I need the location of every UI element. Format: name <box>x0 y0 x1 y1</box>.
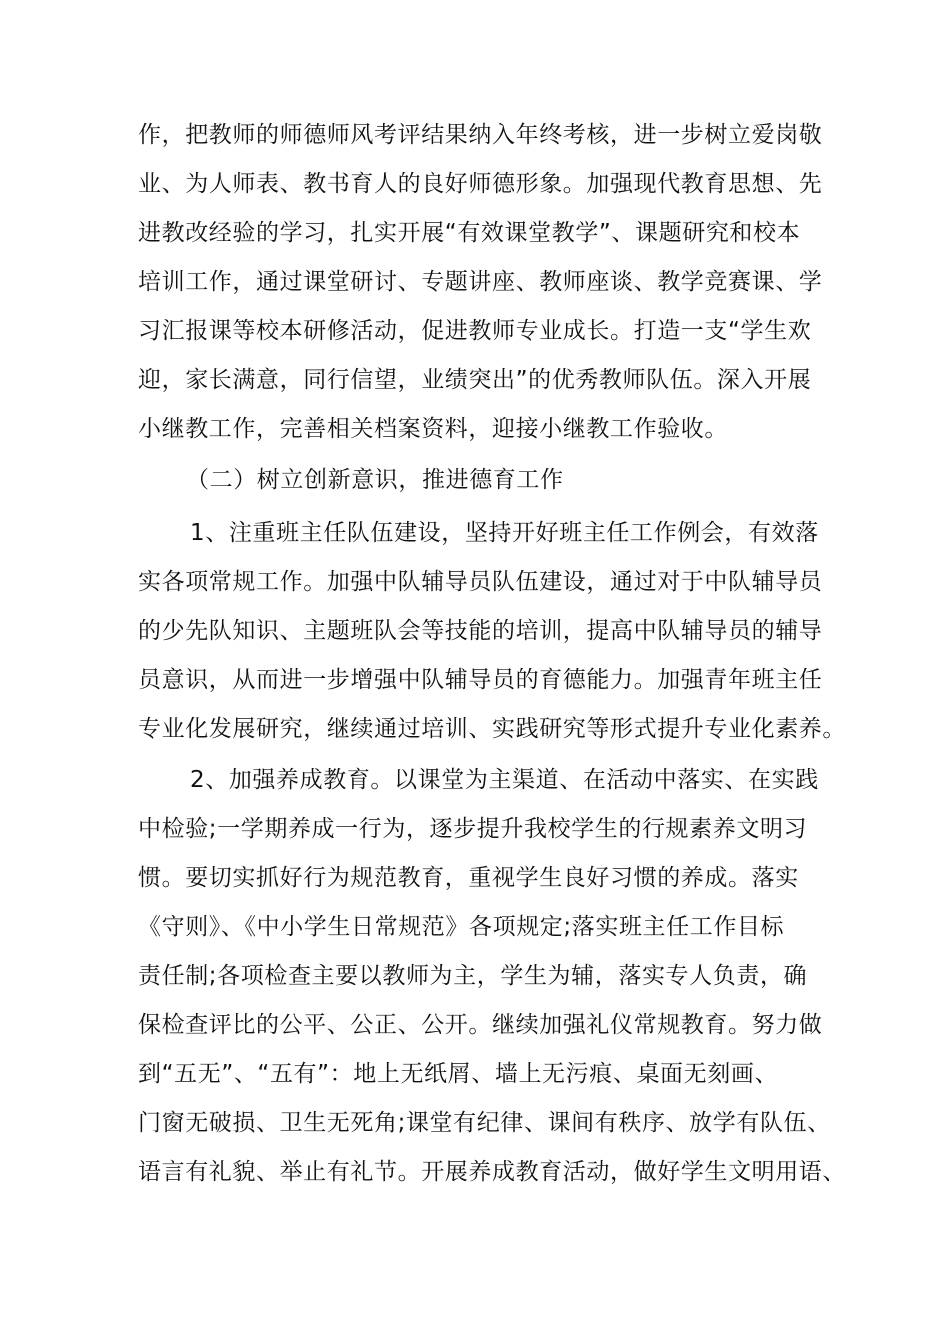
paragraph-2-line-7: 到“五无”、“五有”：地上无纸屑、墙上无污痕、桌面无刻画、 <box>138 1061 779 1087</box>
paragraph-2-line-4: 《守则》、《中小学生日常规范》各项规定;落实班主任工作目标 <box>138 914 785 940</box>
paragraph-2-line-6: 保检查评比的公平、公正、公开。继续加强礼仪常规教育。努力做 <box>138 1012 823 1038</box>
paragraph-2-line-5: 责任制;各项检查主要以教师为主，学生为辅，落实专人负责，确 <box>138 963 808 989</box>
text-line-4: 培训工作，通过课堂研讨、专题讲座、教师座谈、教学竞赛课、学 <box>138 269 823 295</box>
paragraph-1-line-1: 1、注重班主任队伍建设，坚持开好班主任工作例会，有效落 <box>190 520 819 546</box>
paragraph-1-line-2: 实各项常规工作。加强中队辅导员队伍建设，通过对于中队辅导员 <box>138 569 823 595</box>
text-line-1: 作，把教师的师德师风考评结果纳入年终考核，进一步树立爱岗敬 <box>138 122 823 148</box>
text-line-6: 迎，家长满意，同行信望，业绩突出”的优秀教师队伍。深入开展 <box>138 367 812 393</box>
paragraph-1-line-4: 员意识，从而进一步增强中队辅导员的育德能力。加强青年班主任 <box>138 667 823 693</box>
text-line-3: 进教改经验的学习，扎实开展“有效课堂教学”、课题研究和校本 <box>138 220 801 246</box>
paragraph-2-line-3: 惯。要切实抓好行为规范教育，重视学生良好习惯的养成。落实 <box>138 865 799 891</box>
paragraph-1-line-5: 专业化发展研究，继续通过培训、实践研究等形式提升专业化素养。 <box>138 716 846 742</box>
text-line-2: 业、为人师表、教书育人的良好师德形象。加强现代教育思想、先 <box>138 171 823 197</box>
text-line-7: 小继教工作，完善相关档案资料，迎接小继教工作验收。 <box>138 416 728 442</box>
paragraph-1-line-3: 的少先队知识、主题班队会等技能的培训，提高中队辅导员的辅导 <box>138 618 823 644</box>
paragraph-2-line-9: 语言有礼貌、举止有礼节。开展养成教育活动，做好学生文明用语、 <box>138 1159 846 1185</box>
section-heading: （二）树立创新意识，推进德育工作 <box>186 467 564 493</box>
paragraph-2-line-1: 2、加强养成教育。以课堂为主渠道、在活动中落实、在实践 <box>190 767 819 793</box>
text-line-5: 习汇报课等校本研修活动，促进教师专业成长。打造一支“学生欢 <box>138 318 812 344</box>
paragraph-2-line-8: 门窗无破损、卫生无死角;课堂有纪律、课间有秩序、放学有队伍、 <box>138 1110 831 1136</box>
paragraph-2-line-2: 中检验;一学期养成一行为，逐步提升我校学生的行规素养文明习 <box>138 816 808 842</box>
